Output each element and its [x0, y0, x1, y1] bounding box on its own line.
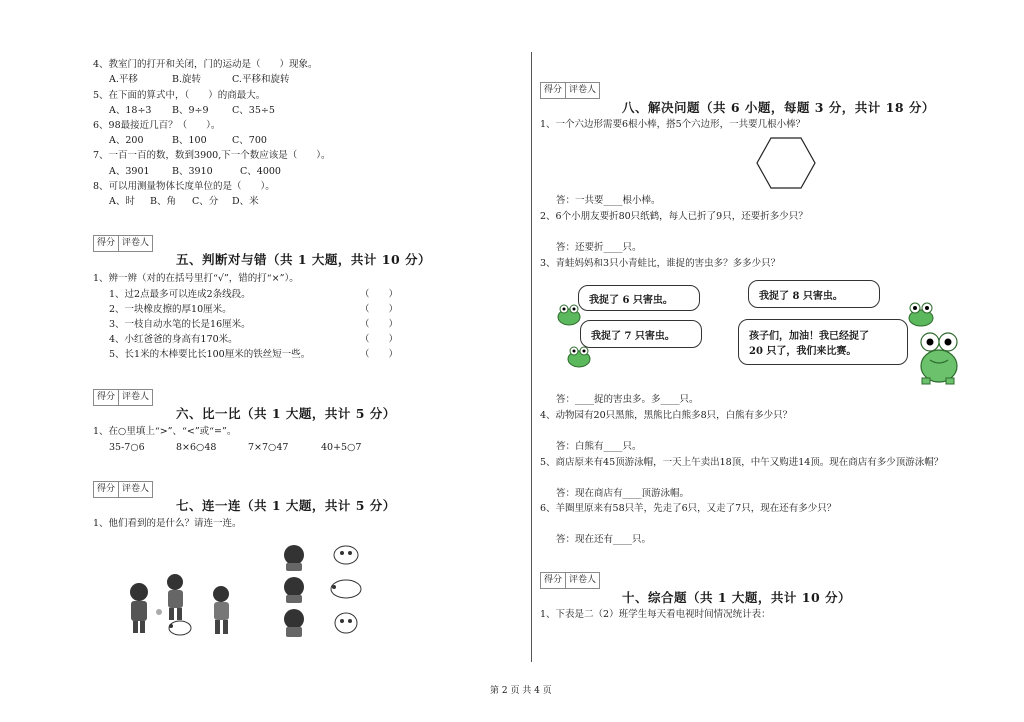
q4-text: 4、教室门的打开和关闭，门的运动是（ ）现象。: [93, 59, 318, 70]
hexagon-shape: [755, 136, 817, 190]
s8-a5-text: 答：现在商店有____顶游泳帽。: [556, 488, 690, 499]
section5-paren-4: （ ）: [360, 334, 399, 345]
section5-item-4: 4、小红爸爸的身高有170米。: [109, 334, 238, 345]
reviewer-label: 评卷人: [118, 390, 152, 405]
section8-title: 八、解决问题（共 6 小题，每题 3 分，共计 18 分）: [622, 100, 935, 115]
q5-option-a: A、18÷3: [109, 105, 152, 116]
s8-q6-text: 6、羊圈里原来有58只羊，先走了6只，又走了7只，现在还有多少只？: [540, 503, 837, 514]
page-footer: 第 2 页 共 4 页: [490, 686, 552, 696]
q8-option-c: C、分: [192, 196, 219, 207]
s8-q5-text: 5、商店原来有45顶游泳帽，一天上午卖出18顶，中午又购进14顶。现在商店有多少顶游泳帽？: [540, 457, 944, 468]
reviewer-label: 评卷人: [118, 236, 152, 251]
small-frog-icon: [566, 344, 592, 368]
s8-q3-text: 3、青蛙妈妈和3只小青蛙比，谁捉的害虫多？多多少只？: [540, 258, 781, 269]
q5-text: 5、在下面的算式中，（ ）的商最大。: [93, 90, 266, 101]
reviewer-label: 评卷人: [565, 83, 599, 98]
score-box-section10: [540, 572, 600, 589]
s10-q1-text: 1、下表是二（2）班学生每天看电视时间情况统计表：: [540, 609, 771, 620]
q6-option-a: A、200: [109, 135, 144, 146]
q8-option-d: D、米: [232, 196, 259, 207]
q8-option-b: B、角: [150, 196, 176, 207]
speech-bubble-frog1: [578, 285, 700, 311]
score-box-section7: [93, 481, 153, 498]
s8-q4-text: 4、动物园有20只黑熊，黑熊比白熊多8只，白熊有多少只？: [540, 410, 793, 421]
section10-title: 十、综合题（共 1 大题，共计 10 分）: [622, 590, 852, 605]
compare-item-4: 40+5○7: [321, 442, 362, 453]
bubble1-text: 我捉了 6 只害虫。: [589, 294, 673, 306]
reviewer-label: 评卷人: [565, 573, 599, 588]
section5-item-3: 3、一枝自动水笔的长是16厘米。: [109, 319, 251, 330]
s8-a6-text: 答：现在还有____只。: [556, 534, 652, 545]
section5-item-1: 1、过2点最多可以连成2条线段。: [109, 289, 251, 300]
bubble3-text: 我捉了 7 只害虫。: [591, 330, 675, 342]
section5-paren-5: （ ）: [360, 349, 399, 360]
score-box-section8: [540, 82, 600, 99]
section5-intro: 1、辨一辨（对的在括号里打“√”，错的打“×”）。: [93, 273, 299, 284]
section5-paren-2: （ ）: [360, 304, 399, 315]
s8-q2-text: 2、6个小朋友要折80只纸鹤，每人已折了9只，还要折多少只？: [540, 211, 808, 222]
score-box-section6: [93, 389, 153, 406]
score-label: 得分: [544, 575, 563, 585]
q4-option-a: A.平移: [109, 74, 138, 85]
speech-bubble-frog3: [580, 320, 702, 348]
q7-option-a: A、3901: [109, 166, 150, 177]
q4-option-b: B.旋转: [172, 74, 202, 85]
q7-option-c: C、4000: [240, 166, 281, 177]
views-illustration: [278, 543, 368, 643]
column-divider: [531, 52, 532, 662]
section5-item-2: 2、一块橡皮擦的厚10厘米。: [109, 304, 232, 315]
q6-option-b: B、100: [172, 135, 207, 146]
q7-text: 7、一百一百的数，数到3900,下一个数应该是（ ）。: [93, 150, 331, 161]
q5-option-c: C、35÷5: [232, 105, 275, 116]
section5-title: 五、判断对与错（共 1 大题，共计 10 分）: [176, 252, 432, 267]
speech-bubble-frog2: [748, 280, 880, 308]
q6-option-c: C、700: [232, 135, 267, 146]
compare-item-3: 7×7○47: [248, 442, 289, 453]
score-box-section5: [93, 235, 153, 252]
reviewer-label: 评卷人: [118, 482, 152, 497]
s8-a2-text: 答：还要折____只。: [556, 242, 642, 253]
speech-bubble-mother-frog: [738, 319, 908, 365]
score-label: 得分: [97, 484, 116, 494]
section6-title: 六、比一比（共 1 大题，共计 5 分）: [176, 406, 396, 421]
score-label: 得分: [97, 392, 116, 402]
small-frog-icon: [556, 302, 582, 326]
section5-paren-3: （ ）: [360, 319, 399, 330]
q4-option-c: C.平移和旋转: [232, 74, 290, 85]
s8-a4-text: 答：白熊有____只。: [556, 441, 642, 452]
score-label: 得分: [97, 238, 116, 248]
bubble4-line1: 孩子们，加油！我已经捉了: [749, 331, 869, 342]
q7-option-b: B、3910: [172, 166, 213, 177]
bubble4-line2: 20 只了，我们来比赛。: [749, 346, 857, 357]
bubble2-text: 我捉了 8 只害虫。: [759, 290, 843, 302]
q6-text: 6、98最接近几百？（ ）。: [93, 120, 221, 131]
compare-item-2: 8×6○48: [176, 442, 217, 453]
q8-option-a: A、时: [109, 196, 135, 207]
kids-group-illustration: [125, 570, 235, 640]
section7-intro: 1、他们看到的是什么？请连一连。: [93, 518, 242, 529]
s8-a1-text: 答：一共要____根小棒。: [556, 195, 661, 206]
q8-text: 8、可以用测量物体长度单位的是（ ）。: [93, 181, 275, 192]
section7-title: 七、连一连（共 1 大题，共计 5 分）: [176, 498, 396, 513]
s8-a3-text: 答：____捉的害虫多。多____只。: [556, 394, 699, 405]
compare-item-1: 35-7○6: [109, 442, 145, 453]
mother-frog-icon: [912, 328, 966, 386]
score-label: 得分: [544, 85, 563, 95]
q5-option-b: B、9÷9: [172, 105, 209, 116]
section6-intro: 1、在○里填上“>”、“<”或“=”。: [93, 426, 237, 437]
small-frog-icon: [906, 300, 936, 328]
section5-item-5: 5、长1米的木棒要比长100厘米的铁丝短一些。: [109, 349, 311, 360]
section5-paren-1: （ ）: [360, 289, 399, 300]
s8-q1-text: 1、一个六边形需要6根小棒，搭5个六边形，一共要几根小棒？: [540, 119, 806, 130]
